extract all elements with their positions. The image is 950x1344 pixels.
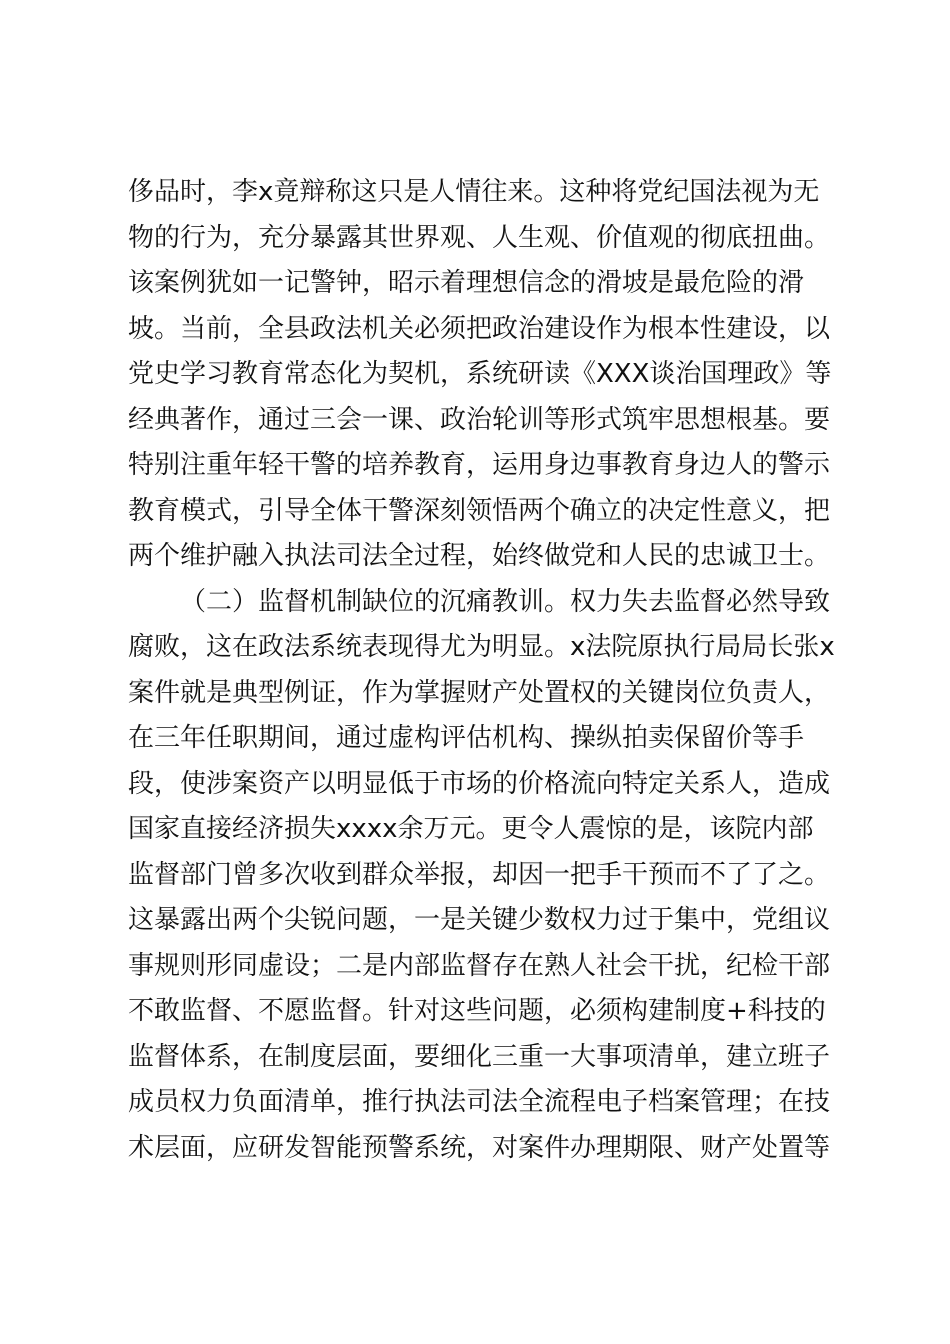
text-line: 术层面，应研发智能预警系统，对案件办理期限、财产处置等 [128, 1132, 831, 1163]
section-heading-line: （二）监督机制缺位的沉痛教训。权力失去监督必然导致 [180, 586, 831, 617]
text-line: 段，使涉案资产以明显低于市场的价格流向特定关系人，造成 [128, 768, 831, 799]
text-line: 坡。当前，全县政法机关必须把政治建设作为根本性建设，以 [128, 313, 831, 344]
text-line: 党史学习教育常态化为契机，系统研读《XXX谈治国理政》等 [128, 359, 832, 389]
text-line: 两个维护融入执法司法全过程，始终做党和人民的忠诚卫士。 [128, 541, 831, 571]
text-line: 事规则形同虚设；二是内部监督存在熟人社会干扰，纪检干部 [128, 950, 831, 981]
text-line: 国家直接经济损失xxxx余万元。更令人震惊的是，该院内部 [128, 814, 814, 844]
text-line: 物的行为，充分暴露其世界观、人生观、价值观的彻底扭曲。 [128, 222, 831, 253]
text-line: 监督部门曾多次收到群众举报，却因一把手干预而不了了之。 [128, 859, 831, 890]
text-line: 在三年任职期间，通过虚构评估机构、操纵拍卖保留价等手 [128, 723, 805, 753]
text-line: 成员权力负面清单，推行执法司法全流程电子档案管理；在技 [128, 1087, 831, 1117]
text-line: 案件就是典型例证，作为掌握财产处置权的关键岗位负责人， [128, 677, 831, 708]
text-line: 监督体系，在制度层面，要细化三重一大事项清单，建立班子 [128, 1041, 831, 1072]
text-line: 侈品时，李x竟辩称这只是人情往来。这种将党纪国法视为无 [128, 177, 820, 207]
text-line: 不敢监督、不愿监督。针对这些问题，必须构建制度+科技的 [128, 996, 826, 1026]
text-line: 这暴露出两个尖锐问题，一是关键少数权力过于集中，党组议 [128, 905, 831, 935]
text-line: 经典著作，通过三会一课、政治轮训等形式筑牢思想根基。要 [128, 404, 831, 435]
text-line: 腐败，这在政法系统表现得尤为明显。x法院原执行局局长张x [128, 632, 835, 662]
body-text [128, 170, 838, 1171]
text-line: 教育模式，引导全体干警深刻领悟两个确立的决定性意义，把 [128, 495, 831, 526]
text-line: 该案例犹如一记警钟，昭示着理想信念的滑坡是最危险的滑 [128, 268, 805, 298]
text-line: 特别注重年轻干警的培养教育，运用身边事教育身边人的警示 [128, 450, 831, 480]
